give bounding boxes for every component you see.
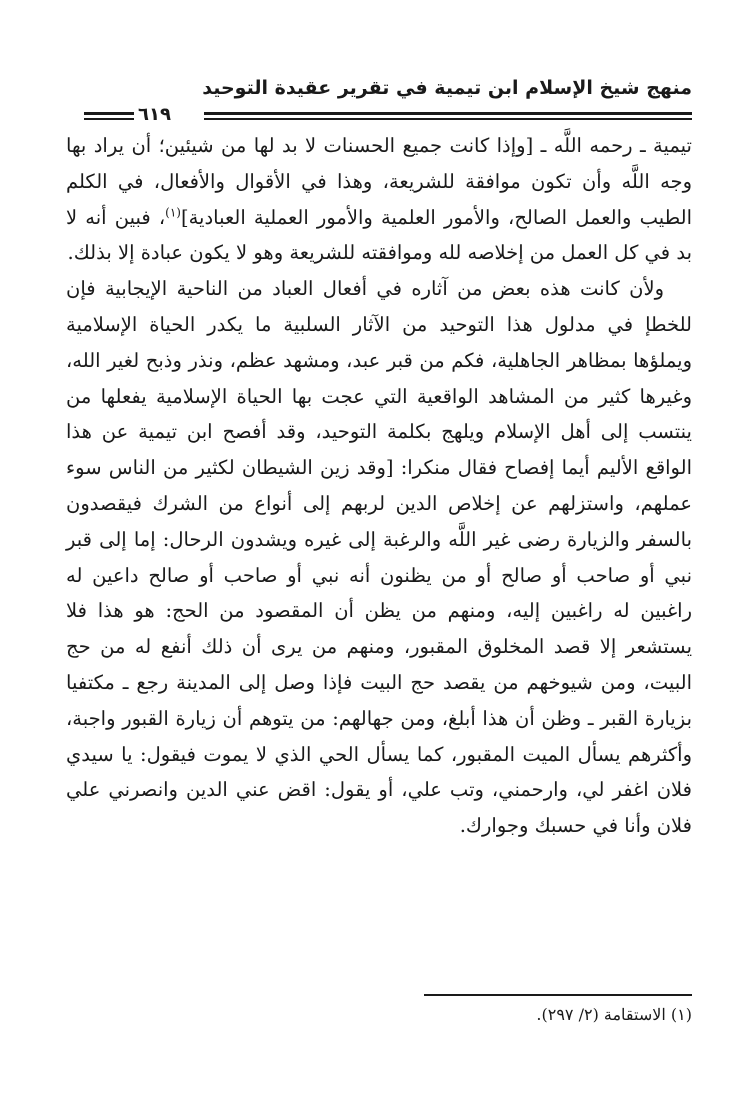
header-title: منهج شيخ الإسلام ابن تيمية في تقرير عقيدة التوحيد bbox=[202, 77, 692, 99]
paragraph-2: ولأن كانت هذه بعض من آثاره في أفعال العباد من الناحية الإيجابية فإن للخطإ في مدلول هذا التوحيد من الآثار السلبية ما يكدر الحياة الإسلامية ويملؤها بمظاهر الجاهلية، فكم من قبر عبد، ومشهد عظم، ونذر وذبح لغير الله، وغيرها كثير من المشاهد الواقعية التي عجت بها الحياة الإسلامية يفعلها من ينتسب إلى أهل الإسلام ويلهج بكلمة التوحيد، وقد أفصح ابن تيمية عن هذا الواقع الأليم أيما إفصاح فقال منكرا: [وقد زين الشيطان لكثير من الناس سوء عملهم، واستزلهم عن إخلاص الدين لربهم إلى أنواع من الشرك فيقصدون بالسفر والزيارة رضى غير اللَّه والرغبة إلى غيره ويشدون الرحال: إما إلى قبر نبي أو صاحب أو صالح أو من يظنون أنه نبي أو صاحب أو صالح داعين له راغبين له راغبين إليه، ومنهم من يظن أن المقصود من الحج: هو هذا فلا يستشعر إلا قصد المخلوق المقبور، ومنهم من يرى أن ذلك أنفع له من حج البيت، ومن شيوخهم من يقصد حج البيت فإذا وصل إلى المدينة رجع ـ مكتفيا بزيارة القبر ـ وظن أن هذا أبلغ، ومن جهالهم: من يتوهم أن زيارة القبور واجبة، وأكثرهم يسأل الميت المقبور، كما يسأل الحي الذي لا يموت فيقول: يا سيدي فلان اغفر لي، وارحمني، وتب علي، أو يقول: اقض عني الدين وانصرني علي فلان وأنا في حسبك وجوارك. bbox=[66, 277, 692, 838]
main-text bbox=[66, 128, 692, 844]
page-number: ٦١٩ bbox=[138, 104, 171, 125]
header-rule-long bbox=[204, 112, 692, 122]
running-header bbox=[84, 74, 692, 134]
paragraph-1-text-b: ، فبين أنه لا بد في كل العمل من إخلاصه لله وموافقته للشريعة وهو لا يكون عبادة إلا بذلك. bbox=[66, 205, 692, 265]
header-rule-short bbox=[84, 112, 134, 122]
footnote-reference[interactable]: (١) bbox=[165, 205, 181, 220]
paragraph-1-text-a: تيمية ـ رحمه اللَّه ـ [وإذا كانت جميع الحسنات لا بد لها من شيئين؛ أن يراد بها وجه اللَّه وأن تكون موافقة للشريعة، وهذا في الأقوال والأفعال، في الكلم الطيب والعمل الصالح، والأمور العلمية والأمور العملية العبادية] bbox=[66, 134, 693, 229]
footnote-divider bbox=[424, 994, 692, 996]
header-rule bbox=[84, 104, 692, 130]
paragraph-1 bbox=[66, 128, 692, 271]
footnote: (١) الاستقامة (٢/ ٢٩٧). bbox=[536, 1005, 692, 1024]
